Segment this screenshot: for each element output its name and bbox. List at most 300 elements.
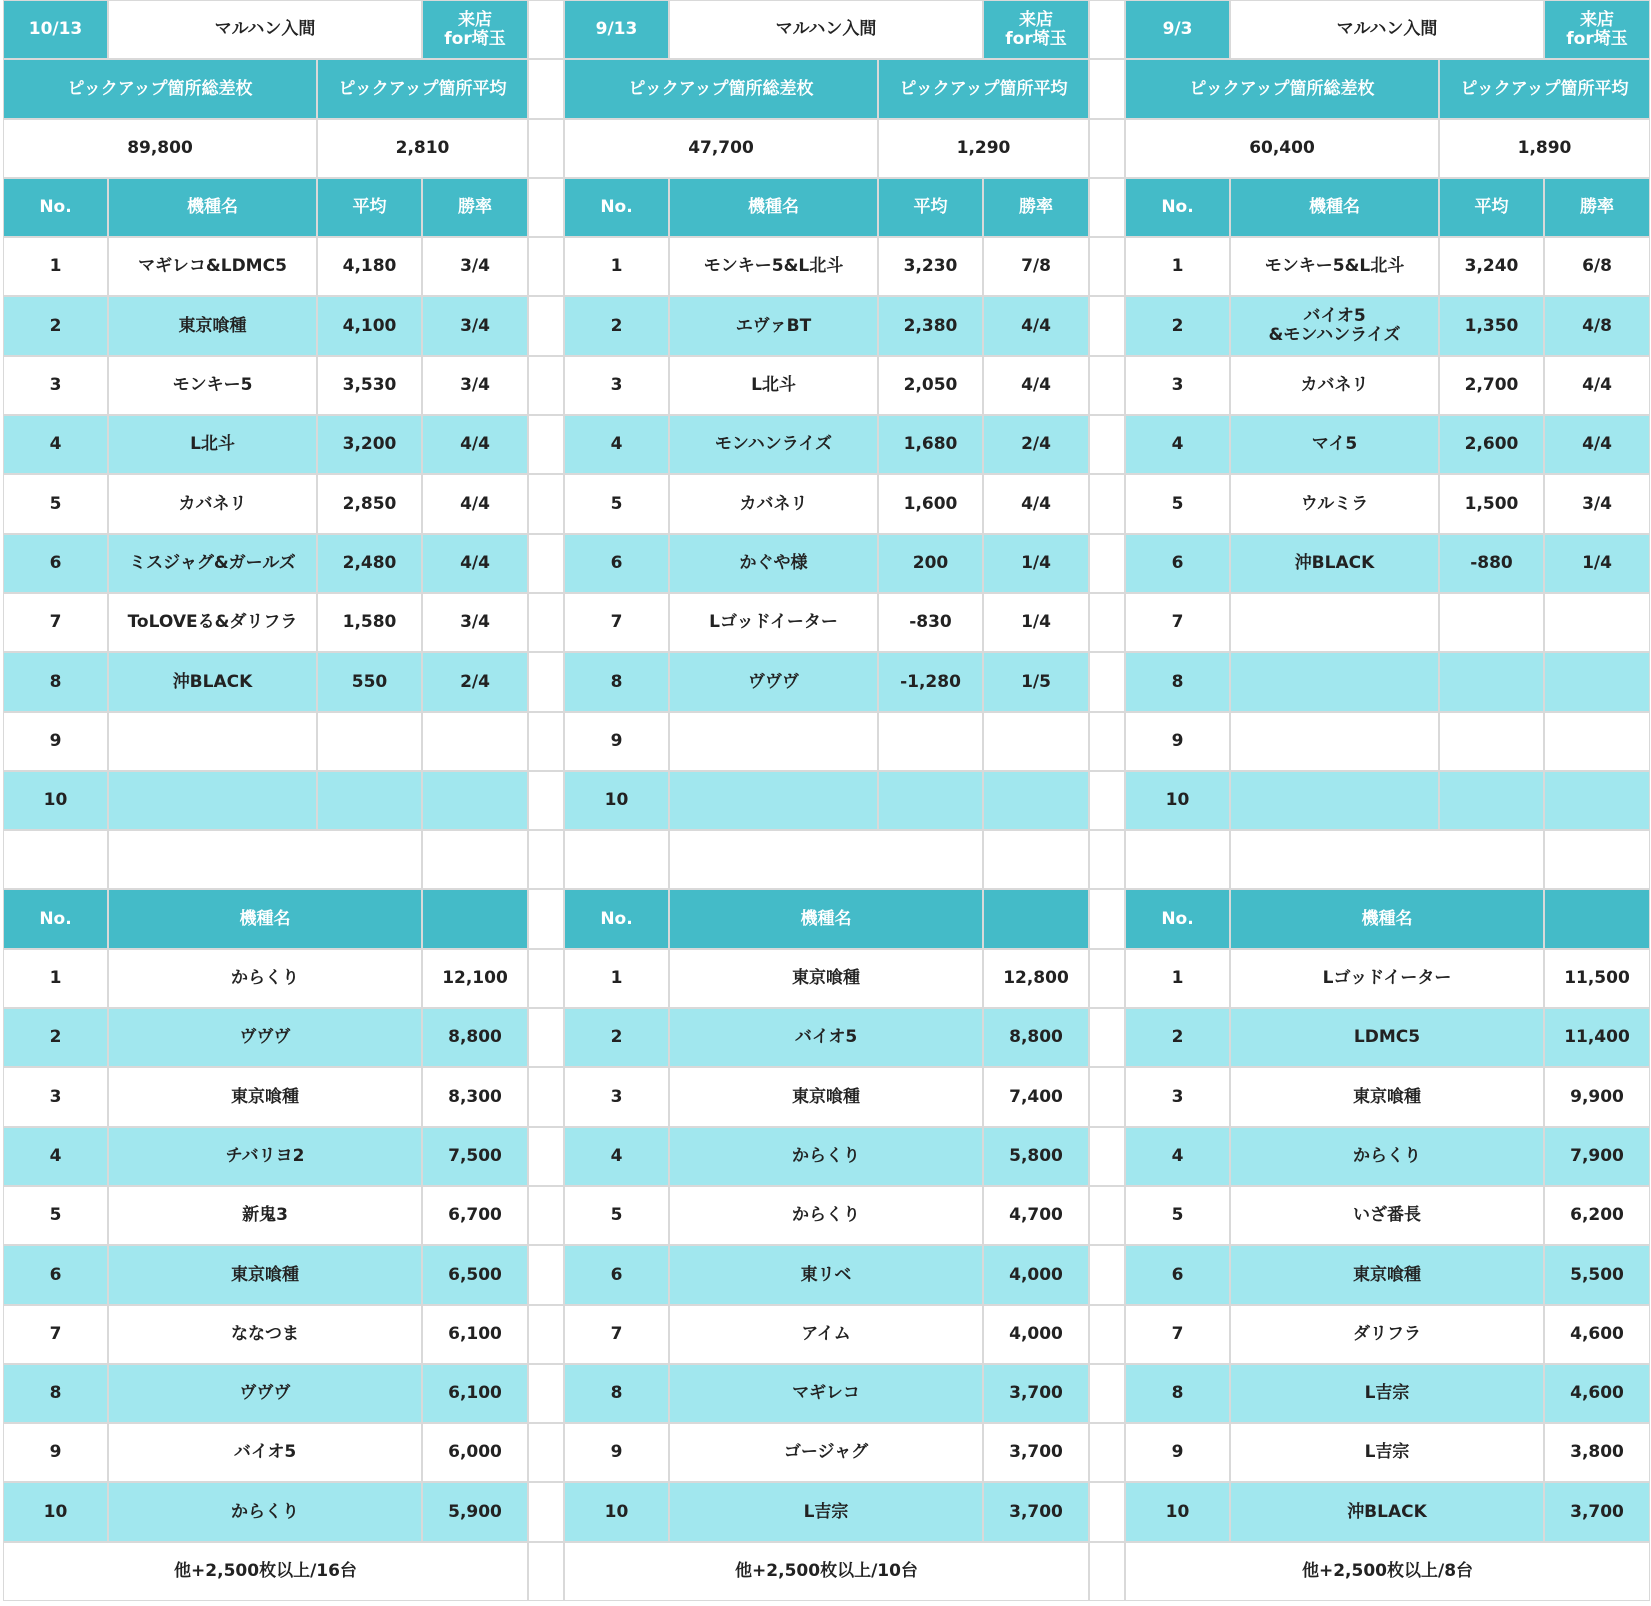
top-row — [3, 1127, 528, 1186]
rank-no: 5 — [1125, 474, 1230, 533]
ranking-row — [564, 296, 1089, 355]
separator-cell — [528, 712, 564, 771]
ranking-row — [1125, 593, 1650, 652]
top-row — [564, 1305, 1089, 1364]
diff-value: 4,000 — [983, 1245, 1089, 1304]
ranking-row — [3, 296, 528, 355]
model-name: モンキー5 — [108, 356, 317, 415]
win-rate: 4/4 — [983, 296, 1089, 355]
machine-name: バイオ5 — [669, 1008, 983, 1067]
separator-row — [1089, 593, 1125, 652]
top-no: 1 — [564, 949, 669, 1008]
rank-no: 5 — [564, 474, 669, 533]
spacer-cell — [3, 830, 108, 889]
model-name — [108, 771, 317, 830]
col-avg-header: 平均 — [1439, 178, 1544, 237]
model-name: エヴァBT — [669, 296, 878, 355]
pickup-avg-label: ピックアップ箇所平均 — [878, 59, 1089, 118]
top-no: 9 — [3, 1423, 108, 1482]
model-name — [669, 771, 878, 830]
separator-cell — [1089, 296, 1125, 355]
separator-row — [528, 178, 564, 237]
separator-row — [528, 119, 564, 178]
separator-cell — [1089, 415, 1125, 474]
ranking-header-row — [564, 178, 1089, 237]
top-no: 4 — [1125, 1127, 1230, 1186]
top-row — [564, 1423, 1089, 1482]
store-name: マルハン入間 — [1230, 0, 1544, 59]
separator-cell — [1089, 949, 1125, 1008]
top-no: 6 — [1125, 1245, 1230, 1304]
diff-value: 11,400 — [1544, 1008, 1650, 1067]
separator-row — [1089, 415, 1125, 474]
separator-row — [528, 1008, 564, 1067]
separator-cell — [528, 949, 564, 1008]
avg-value — [317, 771, 422, 830]
col-no-header: No. — [564, 178, 669, 237]
separator-row — [1089, 296, 1125, 355]
ranking-row — [564, 415, 1089, 474]
model-name: マギレコ&LDMC5 — [108, 237, 317, 296]
separator-cell — [1089, 1008, 1125, 1067]
separator-cell — [528, 237, 564, 296]
avg-value — [1439, 652, 1544, 711]
top-row — [1125, 1423, 1650, 1482]
footer-row — [564, 1542, 1089, 1601]
top-no: 8 — [3, 1364, 108, 1423]
separator-cell — [528, 1542, 564, 1601]
pickup-total-label: ピックアップ箇所総差枚 — [564, 59, 878, 118]
diff-value: 8,800 — [422, 1008, 528, 1067]
top-no: 4 — [3, 1127, 108, 1186]
col-avg-header: 平均 — [317, 178, 422, 237]
separator-cell — [1089, 889, 1125, 948]
model-name: かぐや様 — [669, 534, 878, 593]
col-model-header: 機種名 — [669, 889, 983, 948]
col-model-header: 機種名 — [1230, 889, 1544, 948]
separator-cell — [528, 1186, 564, 1245]
diff-value: 6,500 — [422, 1245, 528, 1304]
win-rate: 3/4 — [422, 237, 528, 296]
separator-row — [528, 712, 564, 771]
store-name: マルハン入間 — [108, 0, 422, 59]
footer-row — [3, 1542, 528, 1601]
panel-header-row — [564, 0, 1089, 59]
machine-name: 東京喰種 — [108, 1067, 422, 1126]
separator-row — [528, 1364, 564, 1423]
separator-cell — [1089, 356, 1125, 415]
rank-no: 4 — [1125, 415, 1230, 474]
model-name: マイ5 — [1230, 415, 1439, 474]
separator-row — [1089, 1127, 1125, 1186]
col-model-header: 機種名 — [669, 178, 878, 237]
model-name — [1230, 771, 1439, 830]
avg-value: 4,100 — [317, 296, 422, 355]
separator-cell — [528, 1305, 564, 1364]
top-row — [3, 1186, 528, 1245]
ranking-row — [3, 534, 528, 593]
machine-name: 東京喰種 — [108, 1245, 422, 1304]
win-rate — [1544, 712, 1650, 771]
ranking-row — [1125, 237, 1650, 296]
separator-row — [528, 1127, 564, 1186]
col-no-header: No. — [1125, 889, 1230, 948]
machine-name: 東京喰種 — [1230, 1067, 1544, 1126]
top-row — [1125, 1008, 1650, 1067]
top-row — [564, 1482, 1089, 1541]
separator-cell — [528, 1364, 564, 1423]
separator-row — [1089, 1245, 1125, 1304]
separator-row — [528, 356, 564, 415]
avg-value — [878, 712, 983, 771]
machine-name: 沖BLACK — [1230, 1482, 1544, 1541]
date-label: 10/13 — [3, 0, 108, 59]
avg-value: -880 — [1439, 534, 1544, 593]
separator-cell — [528, 0, 564, 59]
ranking-row — [564, 712, 1089, 771]
diff-value: 6,100 — [422, 1364, 528, 1423]
rank-no: 6 — [1125, 534, 1230, 593]
diff-value: 3,700 — [983, 1364, 1089, 1423]
avg-value — [1439, 771, 1544, 830]
win-rate: 1/4 — [1544, 534, 1650, 593]
separator-row — [1089, 889, 1125, 948]
rank-no: 9 — [3, 712, 108, 771]
win-rate — [1544, 593, 1650, 652]
avg-value: 2,850 — [317, 474, 422, 533]
machine-name: アイム — [669, 1305, 983, 1364]
top-row — [3, 1245, 528, 1304]
ranking-row — [3, 415, 528, 474]
diff-value: 5,800 — [983, 1127, 1089, 1186]
separator-row — [1089, 59, 1125, 118]
top-no: 8 — [564, 1364, 669, 1423]
rank-no: 2 — [1125, 296, 1230, 355]
separator-row — [528, 296, 564, 355]
col-value-header — [422, 889, 528, 948]
separator-cell — [528, 652, 564, 711]
machine-name: ヴヴヴ — [108, 1364, 422, 1423]
visit-badge: 来店 for埼玉 — [983, 0, 1089, 59]
store-name: マルハン入間 — [669, 0, 983, 59]
win-rate: 1/4 — [983, 593, 1089, 652]
separator-cell — [1089, 474, 1125, 533]
separator-row — [1089, 1008, 1125, 1067]
rank-no: 10 — [564, 771, 669, 830]
machine-name: L吉宗 — [669, 1482, 983, 1541]
machine-name: 東京喰種 — [669, 1067, 983, 1126]
separator-row — [528, 1482, 564, 1541]
diff-value: 9,900 — [1544, 1067, 1650, 1126]
ranking-row — [3, 771, 528, 830]
diff-value: 6,100 — [422, 1305, 528, 1364]
top-header-row — [1125, 889, 1650, 948]
separator-row — [528, 474, 564, 533]
separator-row — [528, 534, 564, 593]
model-name: カバネリ — [669, 474, 878, 533]
top-no: 6 — [3, 1245, 108, 1304]
separator-row — [1089, 1423, 1125, 1482]
win-rate: 4/4 — [422, 474, 528, 533]
machine-name: からくり — [669, 1186, 983, 1245]
model-name: 東京喰種 — [108, 296, 317, 355]
separator-row — [1089, 237, 1125, 296]
separator-row — [528, 889, 564, 948]
separator-cell — [528, 771, 564, 830]
separator-row — [528, 593, 564, 652]
separator-cell — [1089, 1482, 1125, 1541]
diff-value: 11,500 — [1544, 949, 1650, 1008]
model-name — [1230, 652, 1439, 711]
machine-name: 東リベ — [669, 1245, 983, 1304]
model-name — [1230, 712, 1439, 771]
summary-header-row — [1125, 59, 1650, 118]
model-name: モンキー5&L北斗 — [1230, 237, 1439, 296]
spacer-row — [564, 830, 1089, 889]
avg-value: 3,230 — [878, 237, 983, 296]
separator-cell — [1089, 237, 1125, 296]
rank-no: 3 — [1125, 356, 1230, 415]
separator-cell — [1089, 534, 1125, 593]
diff-value: 4,600 — [1544, 1305, 1650, 1364]
avg-value: 4,180 — [317, 237, 422, 296]
avg-value: 2,050 — [878, 356, 983, 415]
ranking-row — [564, 652, 1089, 711]
separator-row — [1089, 1067, 1125, 1126]
pickup-total-value: 60,400 — [1125, 119, 1439, 178]
separator-row — [1089, 178, 1125, 237]
column-separator — [1089, 0, 1125, 1606]
panel-header-row — [1125, 0, 1650, 59]
top-no: 10 — [3, 1482, 108, 1541]
separator-cell — [1089, 771, 1125, 830]
date-label: 9/3 — [1125, 0, 1230, 59]
separator-cell — [528, 1008, 564, 1067]
visit-badge: 来店 for埼玉 — [422, 0, 528, 59]
model-name: 沖BLACK — [108, 652, 317, 711]
avg-value: 550 — [317, 652, 422, 711]
top-no: 1 — [3, 949, 108, 1008]
col-winrate-header: 勝率 — [983, 178, 1089, 237]
rank-no: 4 — [3, 415, 108, 474]
separator-row — [1089, 534, 1125, 593]
separator-cell — [528, 830, 564, 889]
rank-no: 3 — [564, 356, 669, 415]
separator-cell — [528, 1423, 564, 1482]
col-value-header — [1544, 889, 1650, 948]
col-no-header: No. — [3, 889, 108, 948]
col-winrate-header: 勝率 — [1544, 178, 1650, 237]
top-row — [1125, 1127, 1650, 1186]
separator-cell — [1089, 0, 1125, 59]
top-no: 3 — [3, 1067, 108, 1126]
machine-name: 東京喰種 — [1230, 1245, 1544, 1304]
rank-no: 7 — [1125, 593, 1230, 652]
pickup-avg-value: 1,290 — [878, 119, 1089, 178]
top-row — [564, 1067, 1089, 1126]
separator-cell — [528, 1482, 564, 1541]
diff-value: 8,800 — [983, 1008, 1089, 1067]
win-rate: 3/4 — [422, 356, 528, 415]
separator-row — [528, 949, 564, 1008]
col-winrate-header: 勝率 — [422, 178, 528, 237]
col-no-header: No. — [564, 889, 669, 948]
diff-value: 8,300 — [422, 1067, 528, 1126]
rank-no: 1 — [3, 237, 108, 296]
footer-note: 他+2,500枚以上/10台 — [564, 1542, 1089, 1601]
avg-value: -1,280 — [878, 652, 983, 711]
separator-cell — [1089, 593, 1125, 652]
ranking-row — [1125, 652, 1650, 711]
win-rate: 1/5 — [983, 652, 1089, 711]
top-row — [3, 1423, 528, 1482]
model-name: ウルミラ — [1230, 474, 1439, 533]
separator-cell — [1089, 1245, 1125, 1304]
rank-no: 5 — [3, 474, 108, 533]
footer-note: 他+2,500枚以上/8台 — [1125, 1542, 1650, 1601]
separator-cell — [528, 178, 564, 237]
footer-note: 他+2,500枚以上/16台 — [3, 1542, 528, 1601]
machine-name: LDMC5 — [1230, 1008, 1544, 1067]
avg-value: 1,580 — [317, 593, 422, 652]
win-rate: 7/8 — [983, 237, 1089, 296]
separator-row — [1089, 0, 1125, 59]
pickup-total-value: 47,700 — [564, 119, 878, 178]
rank-no: 2 — [3, 296, 108, 355]
avg-value: 2,480 — [317, 534, 422, 593]
diff-value: 7,500 — [422, 1127, 528, 1186]
diff-value: 6,700 — [422, 1186, 528, 1245]
model-name: カバネリ — [108, 474, 317, 533]
store-panel — [1125, 0, 1650, 1601]
machine-name: ななつま — [108, 1305, 422, 1364]
rank-no: 9 — [564, 712, 669, 771]
spacer-cell — [1125, 830, 1230, 889]
top-row — [564, 949, 1089, 1008]
col-no-header: No. — [1125, 178, 1230, 237]
top-no: 7 — [1125, 1305, 1230, 1364]
diff-value: 5,500 — [1544, 1245, 1650, 1304]
diff-value: 4,600 — [1544, 1364, 1650, 1423]
ranking-row — [564, 593, 1089, 652]
separator-cell — [1089, 830, 1125, 889]
spacer-cell — [108, 830, 422, 889]
pickup-total-label: ピックアップ箇所総差枚 — [3, 59, 317, 118]
separator-row — [528, 652, 564, 711]
win-rate — [1544, 771, 1650, 830]
avg-value: -830 — [878, 593, 983, 652]
separator-cell — [1089, 1542, 1125, 1601]
ranking-row — [1125, 296, 1650, 355]
separator-row — [1089, 1305, 1125, 1364]
win-rate: 4/4 — [422, 534, 528, 593]
separator-row — [528, 59, 564, 118]
machine-name: L吉宗 — [1230, 1364, 1544, 1423]
summary-value-row — [3, 119, 528, 178]
avg-value: 200 — [878, 534, 983, 593]
diff-value: 3,700 — [983, 1482, 1089, 1541]
ranking-row — [564, 474, 1089, 533]
diff-value: 4,700 — [983, 1186, 1089, 1245]
model-name: ミスジャグ&ガールズ — [108, 534, 317, 593]
win-rate: 3/4 — [1544, 474, 1650, 533]
machine-name: マギレコ — [669, 1364, 983, 1423]
top-row — [3, 1305, 528, 1364]
separator-cell — [1089, 59, 1125, 118]
model-name — [669, 712, 878, 771]
separator-cell — [528, 889, 564, 948]
top-row — [564, 1008, 1089, 1067]
col-no-header: No. — [3, 178, 108, 237]
diff-value: 3,800 — [1544, 1423, 1650, 1482]
top-row — [3, 1008, 528, 1067]
diff-value: 6,000 — [422, 1423, 528, 1482]
top-no: 2 — [1125, 1008, 1230, 1067]
spacer-cell — [983, 830, 1089, 889]
model-name: モンハンライズ — [669, 415, 878, 474]
win-rate: 2/4 — [983, 415, 1089, 474]
separator-row — [1089, 1364, 1125, 1423]
summary-value-row — [1125, 119, 1650, 178]
top-row — [1125, 1305, 1650, 1364]
separator-cell — [1089, 1305, 1125, 1364]
separator-row — [1089, 712, 1125, 771]
diff-value: 7,900 — [1544, 1127, 1650, 1186]
diff-value: 4,000 — [983, 1305, 1089, 1364]
rank-no: 3 — [3, 356, 108, 415]
rank-no: 1 — [1125, 237, 1230, 296]
top-row — [564, 1364, 1089, 1423]
separator-row — [1089, 949, 1125, 1008]
ranking-row — [3, 237, 528, 296]
top-row — [1125, 1186, 1650, 1245]
rank-no: 7 — [3, 593, 108, 652]
top-row — [3, 949, 528, 1008]
separator-row — [528, 771, 564, 830]
footer-row — [1125, 1542, 1650, 1601]
spacer-row — [3, 830, 528, 889]
separator-row — [528, 830, 564, 889]
top-row — [1125, 1067, 1650, 1126]
model-name: L北斗 — [108, 415, 317, 474]
top-row — [3, 1482, 528, 1541]
summary-header-row — [564, 59, 1089, 118]
top-no: 2 — [564, 1008, 669, 1067]
ranking-row — [3, 356, 528, 415]
rank-no: 9 — [1125, 712, 1230, 771]
col-model-header: 機種名 — [1230, 178, 1439, 237]
panel-header-row — [3, 0, 528, 59]
model-name: モンキー5&L北斗 — [669, 237, 878, 296]
model-name — [1230, 593, 1439, 652]
separator-cell — [528, 59, 564, 118]
diff-value: 3,700 — [1544, 1482, 1650, 1541]
separator-row — [528, 415, 564, 474]
top-row — [564, 1186, 1089, 1245]
avg-value — [1439, 593, 1544, 652]
win-rate — [422, 771, 528, 830]
machine-name: からくり — [669, 1127, 983, 1186]
separator-cell — [528, 1127, 564, 1186]
pickup-avg-label: ピックアップ箇所平均 — [1439, 59, 1650, 118]
win-rate: 1/4 — [983, 534, 1089, 593]
rank-no: 8 — [564, 652, 669, 711]
top-row — [1125, 1245, 1650, 1304]
win-rate — [422, 712, 528, 771]
win-rate: 4/4 — [983, 474, 1089, 533]
rank-no: 6 — [564, 534, 669, 593]
avg-value: 3,530 — [317, 356, 422, 415]
